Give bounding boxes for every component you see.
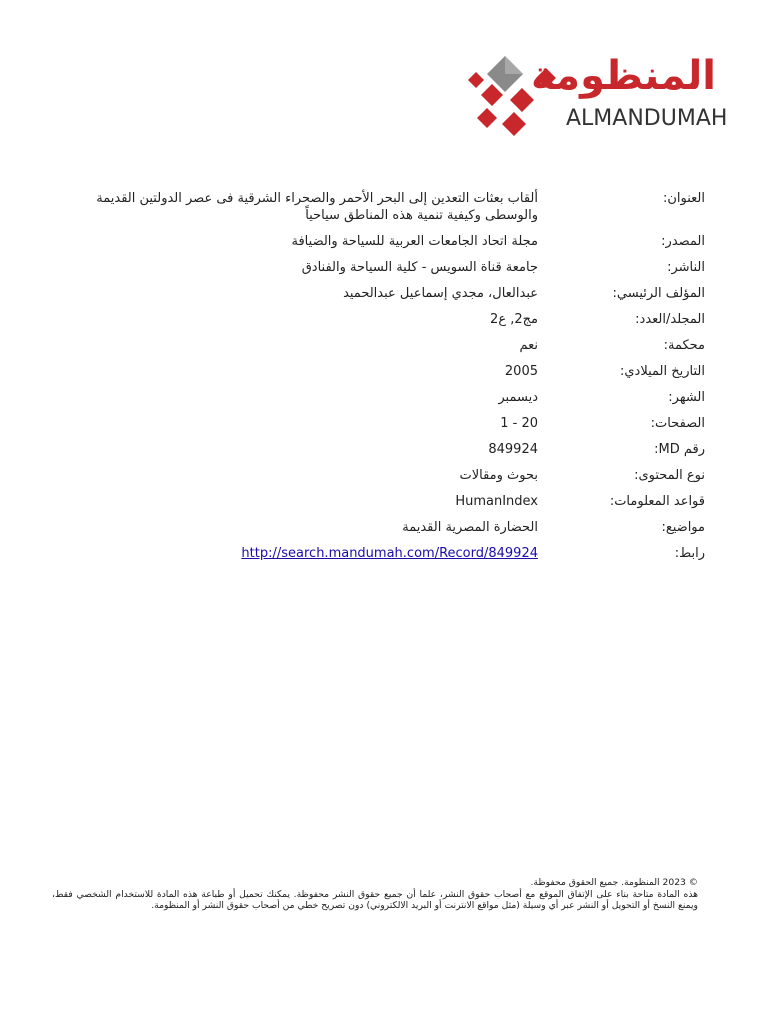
field-value: مج2, ع2 — [490, 312, 538, 327]
field-label: المؤلف الرئيسي: — [612, 286, 705, 301]
copyright-notice: هذه المادة متاحة بناء على الإتفاق الموقع مع أصحاب حقوق النشر، علما أن جميع حقوق النشر محفوظة. يمكنك تحميل أو طباعة هذه المادة للاستخدام الشخصي فقط، ويمنع النسخ أو التحويل أو النشر عبر أي وسيلة (مثل مواقع الانترنت أو البريد الالكتروني) دون تصريح خطي من أصحاب حقوق النشر أو المنظومة. — [52, 888, 698, 912]
copyright-footer — [52, 877, 698, 912]
field-label: محكمة: — [663, 338, 705, 353]
record-row-databases — [60, 493, 705, 510]
field-label: الناشر: — [667, 260, 705, 275]
record-row-year — [60, 363, 705, 380]
logo-arabic-text: المنظومة — [531, 53, 716, 99]
record-row-md-number — [60, 441, 705, 458]
record-row-title — [60, 190, 705, 224]
record-row-refereed — [60, 337, 705, 354]
field-value: بحوث ومقالات — [459, 468, 538, 483]
record-link[interactable]: http://search.mandumah.com/Record/849924 — [241, 546, 538, 561]
logo-english-text: ALMANDUMAH — [566, 106, 728, 131]
field-label: المجلد/العدد: — [635, 312, 705, 327]
field-label: الشهر: — [668, 390, 705, 405]
almandumah-logo — [462, 50, 728, 140]
record-row-publisher — [60, 259, 705, 276]
field-value: 2005 — [504, 364, 538, 379]
field-value: ديسمبر — [498, 390, 538, 405]
field-label: رقم MD: — [654, 442, 705, 457]
field-value: جامعة قناة السويس - كلية السياحة والفنادق — [301, 260, 538, 275]
record-row-volume — [60, 311, 705, 328]
record-row-content-type — [60, 467, 705, 484]
record-row-subjects — [60, 519, 705, 536]
field-label: رابط: — [674, 546, 705, 561]
record-row-pages — [60, 415, 705, 432]
field-value: الحضارة المصرية القديمة — [402, 520, 538, 535]
field-value: ألقاب بعثات التعدين إلى البحر الأحمر والصحراء الشرقية فى عصر الدولتين القديمة والوسطى وكيفية تنمية هذه المناطق سياحياً — [96, 191, 538, 223]
field-value: نعم — [519, 338, 538, 353]
field-value — [60, 545, 538, 562]
record-details — [60, 190, 705, 571]
field-label: التاريخ الميلادي: — [620, 364, 705, 379]
field-value: HumanIndex — [455, 494, 538, 509]
record-row-link — [60, 545, 705, 562]
field-value: مجلة اتحاد الجامعات العربية للسياحة والضيافة — [291, 234, 538, 249]
field-label: العنوان: — [662, 191, 705, 206]
field-label: الصفحات: — [650, 416, 705, 431]
record-row-month — [60, 389, 705, 406]
field-label: مواضيع: — [661, 520, 705, 535]
copyright-line: © 2023 المنظومة. جميع الحقوق محفوظة. — [530, 877, 698, 888]
field-label: المصدر: — [661, 234, 705, 249]
field-value: عبدالعال، مجدي إسماعيل عبدالحميد — [343, 286, 538, 301]
field-label: نوع المحتوى: — [634, 468, 705, 483]
record-row-source — [60, 233, 705, 250]
record-row-author — [60, 285, 705, 302]
field-value: 849924 — [488, 442, 538, 457]
field-label: قواعد المعلومات: — [609, 494, 705, 509]
field-value: 1 - 20 — [500, 416, 538, 431]
